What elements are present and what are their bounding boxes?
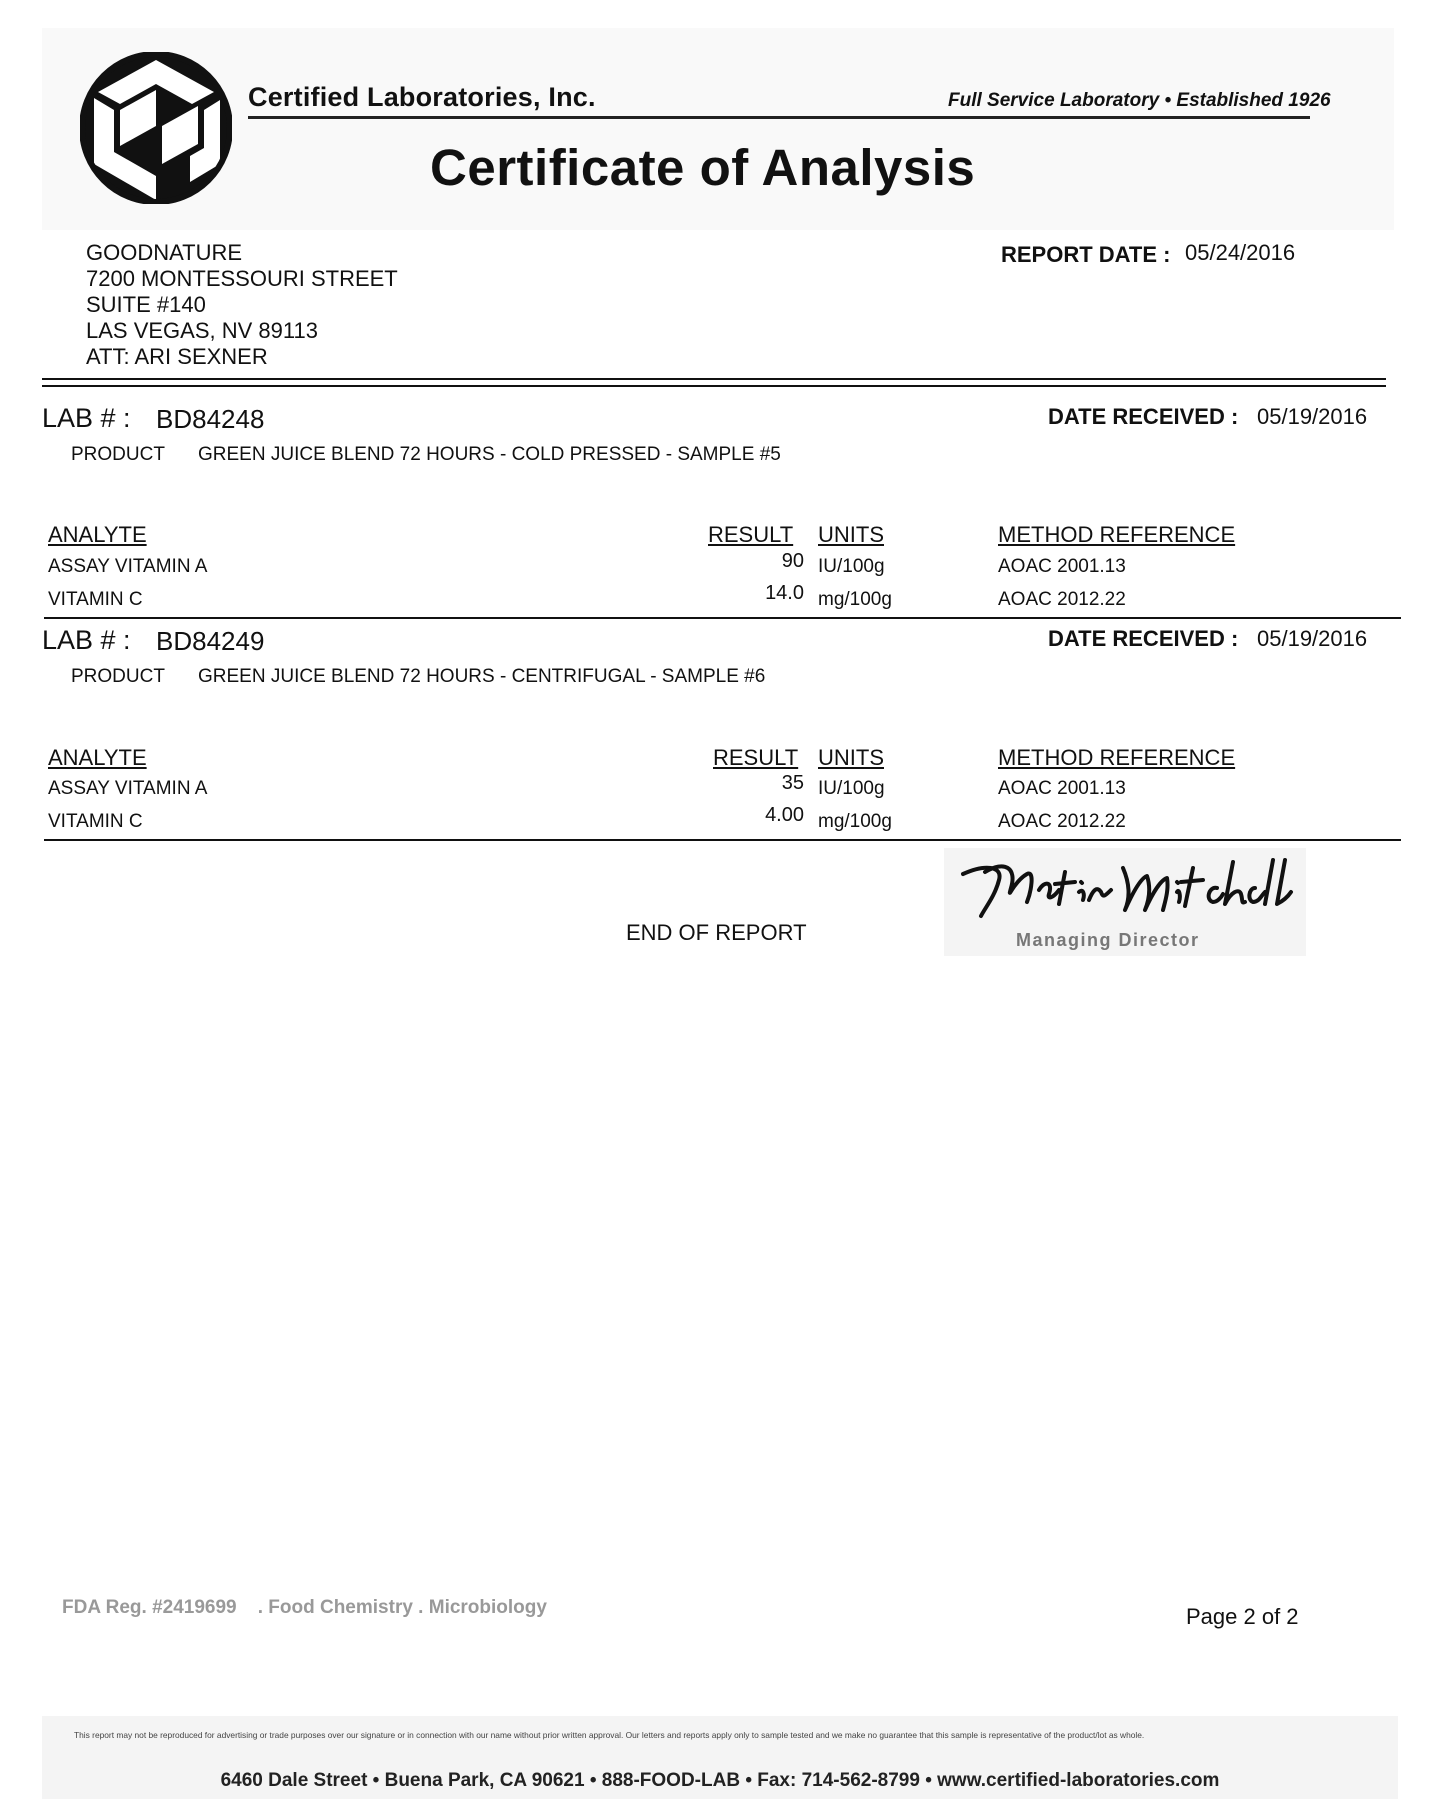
- method-header: METHOD REFERENCE: [998, 522, 1236, 547]
- client-address: [86, 240, 398, 370]
- lab-number-label: LAB # :: [42, 625, 131, 655]
- client-street: 7200 MONTESSOURI STREET: [86, 266, 398, 291]
- analyte-cell: ASSAY VITAMIN A: [48, 556, 208, 577]
- result-cell: 14.0: [765, 582, 804, 604]
- product-label: PRODUCT: [71, 444, 165, 465]
- method-cell: AOAC 2012.22: [998, 589, 1126, 610]
- date-received-label: DATE RECEIVED :: [1048, 626, 1239, 651]
- client-attention: ATT: ARI SEXNER: [86, 344, 268, 369]
- disclaimer-text: This report may not be reproduced for advertising or trade purposes over our signature or in connection with our name without prior written approval. Our letters and reports apply only to sample tested and we make no guarantee that this sample is representative of the product/lot as whole.: [74, 1730, 1145, 1740]
- date-received-label: DATE RECEIVED :: [1048, 404, 1239, 429]
- analyte-cell: VITAMIN C: [48, 589, 143, 610]
- analyte-header: ANALYTE: [48, 745, 147, 770]
- company-tagline: Full Service Laboratory • Established 1926: [948, 90, 1331, 111]
- end-of-report: END OF REPORT: [626, 920, 807, 945]
- date-received-value: 05/19/2016: [1257, 626, 1368, 651]
- client-suite: SUITE #140: [86, 292, 206, 317]
- result-cell: 4.00: [765, 804, 804, 826]
- signature-icon: [955, 852, 1295, 932]
- header-divider: [248, 116, 1310, 119]
- lab-number-value: BD84249: [156, 626, 265, 656]
- section-divider: [44, 839, 1401, 841]
- product-value: GREEN JUICE BLEND 72 HOURS - COLD PRESSED - SAMPLE #5: [198, 444, 781, 465]
- date-received-value: 05/19/2016: [1257, 404, 1368, 429]
- report-date-label: REPORT DATE :: [1001, 242, 1171, 267]
- units-cell: mg/100g: [818, 589, 892, 610]
- divider-top: [42, 378, 1386, 380]
- result-header: RESULT: [713, 745, 799, 770]
- fda-registration: FDA Reg. #2419699 . Food Chemistry . Microbiology: [62, 1597, 547, 1618]
- analyte-cell: VITAMIN C: [48, 811, 143, 832]
- section-divider: [44, 617, 1401, 619]
- method-cell: AOAC 2001.13: [998, 778, 1126, 799]
- units-cell: IU/100g: [818, 778, 885, 799]
- client-name: GOODNATURE: [86, 240, 243, 265]
- result-header: RESULT: [708, 522, 794, 547]
- lab-number-value: BD84248: [156, 404, 265, 434]
- divider-bottom: [42, 385, 1386, 387]
- company-name: Certified Laboratories, Inc.: [248, 82, 596, 112]
- product-label: PRODUCT: [71, 666, 165, 687]
- report-date-value: 05/24/2016: [1185, 240, 1296, 265]
- units-header: UNITS: [818, 522, 884, 547]
- signature-title: Managing Director: [1016, 930, 1200, 950]
- units-cell: mg/100g: [818, 811, 892, 832]
- page-number: Page 2 of 2: [1186, 1604, 1299, 1629]
- lab-logo-icon: [80, 52, 232, 204]
- method-cell: AOAC 2012.22: [998, 811, 1126, 832]
- units-header: UNITS: [818, 745, 884, 770]
- result-cell: 90: [781, 550, 804, 572]
- analyte-header: ANALYTE: [48, 522, 147, 547]
- units-cell: IU/100g: [818, 556, 885, 577]
- document-title: Certificate of Analysis: [430, 139, 976, 196]
- header-band: [42, 28, 1394, 230]
- method-header: METHOD REFERENCE: [998, 745, 1236, 770]
- footer-address: 6460 Dale Street • Buena Park, CA 90621 • 888-FOOD-LAB • Fax: 714-562-8799 • www.certified-laboratories.com: [220, 1770, 1220, 1791]
- product-value: GREEN JUICE BLEND 72 HOURS - CENTRIFUGAL - SAMPLE #6: [198, 666, 766, 687]
- method-cell: AOAC 2001.13: [998, 556, 1126, 577]
- result-cell: 35: [781, 772, 804, 794]
- client-city: LAS VEGAS, NV 89113: [86, 318, 318, 343]
- analyte-cell: ASSAY VITAMIN A: [48, 778, 208, 799]
- lab-number-label: LAB # :: [42, 403, 131, 433]
